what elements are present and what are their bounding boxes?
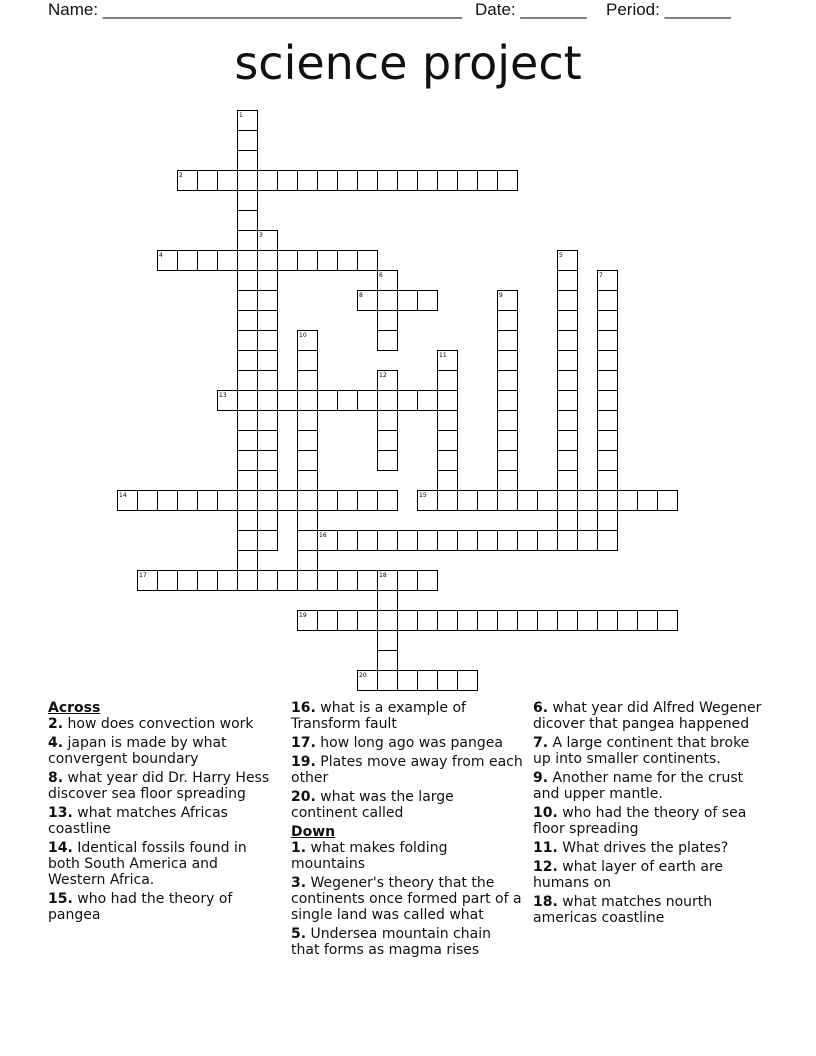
crossword-cell[interactable] xyxy=(578,531,598,551)
crossword-cell[interactable] xyxy=(538,531,558,551)
crossword-cell[interactable] xyxy=(358,531,378,551)
across-clue: 19. Plates move away from each other xyxy=(291,754,523,786)
crossword-cell[interactable] xyxy=(238,371,258,391)
clue-number: 1 xyxy=(239,112,243,119)
crossword-cell[interactable] xyxy=(518,611,538,631)
crossword-cell[interactable] xyxy=(458,171,478,191)
crossword-cell[interactable] xyxy=(238,331,258,351)
crossword-cell[interactable] xyxy=(558,291,578,311)
crossword-cell[interactable] xyxy=(238,511,258,531)
crossword-cell[interactable] xyxy=(298,431,318,451)
crossword-cell[interactable] xyxy=(298,571,318,591)
crossword-cell[interactable] xyxy=(158,571,178,591)
crossword-cell[interactable] xyxy=(378,391,398,411)
crossword-cell[interactable] xyxy=(258,411,278,431)
crossword-cell[interactable] xyxy=(258,291,278,311)
crossword-cell[interactable] xyxy=(238,191,258,211)
crossword-cell[interactable] xyxy=(498,611,518,631)
crossword-cell[interactable] xyxy=(298,551,318,571)
crossword-cell[interactable] xyxy=(598,431,618,451)
down-clue: 7. A large continent that broke up into smaller continents. xyxy=(533,735,750,767)
crossword-cell[interactable] xyxy=(478,611,498,631)
crossword-cell[interactable] xyxy=(138,491,158,511)
crossword-cell[interactable] xyxy=(458,671,478,691)
across-clue: 2. how does convection work xyxy=(48,716,254,732)
crossword-cell[interactable] xyxy=(298,371,318,391)
crossword-cell[interactable] xyxy=(438,671,458,691)
crossword-cell[interactable] xyxy=(398,571,418,591)
crossword-cell[interactable] xyxy=(238,431,258,451)
crossword-cell[interactable] xyxy=(438,491,458,511)
crossword-cell[interactable] xyxy=(478,491,498,511)
crossword-cell[interactable] xyxy=(398,171,418,191)
crossword-cell[interactable] xyxy=(378,651,398,671)
across-clue: 8. what year did Dr. Harry Hess discover sea floor spreading xyxy=(48,770,270,802)
crossword-cell[interactable] xyxy=(558,471,578,491)
crossword-cell[interactable] xyxy=(558,311,578,331)
crossword-cell[interactable] xyxy=(238,211,258,231)
crossword-cell[interactable] xyxy=(198,251,218,271)
crossword-cell[interactable] xyxy=(378,311,398,331)
crossword-cell[interactable] xyxy=(338,491,358,511)
crossword-cell[interactable] xyxy=(258,471,278,491)
crossword-cell[interactable] xyxy=(418,571,438,591)
crossword-cell[interactable] xyxy=(318,251,338,271)
crossword-cell[interactable] xyxy=(498,531,518,551)
clues-column-2 xyxy=(291,700,523,961)
date-field[interactable]: Date: _______ xyxy=(475,0,587,19)
crossword-cell[interactable] xyxy=(558,351,578,371)
crossword-cell[interactable] xyxy=(238,451,258,471)
crossword-cell[interactable] xyxy=(418,531,438,551)
crossword-cell[interactable] xyxy=(238,231,258,251)
crossword-cell[interactable] xyxy=(378,491,398,511)
crossword-cell[interactable] xyxy=(558,271,578,291)
crossword-cell[interactable] xyxy=(538,611,558,631)
crossword-cell[interactable] xyxy=(498,471,518,491)
crossword-cell[interactable] xyxy=(238,471,258,491)
crossword-cell[interactable] xyxy=(658,491,678,511)
crossword-cell[interactable] xyxy=(238,391,258,411)
crossword-cell[interactable] xyxy=(158,491,178,511)
down-heading: Down xyxy=(291,824,336,840)
crossword-cell[interactable] xyxy=(358,491,378,511)
period-field[interactable]: Period: _______ xyxy=(606,0,731,19)
crossword-cell[interactable] xyxy=(358,611,378,631)
crossword-cell[interactable] xyxy=(238,491,258,511)
crossword-cell[interactable] xyxy=(358,571,378,591)
crossword-cell[interactable] xyxy=(438,171,458,191)
crossword-cell[interactable] xyxy=(298,391,318,411)
crossword-cell[interactable] xyxy=(298,451,318,471)
crossword-cell[interactable] xyxy=(238,531,258,551)
across-heading: Across xyxy=(48,700,101,716)
clue-number: 16 xyxy=(319,532,327,539)
clue-number: 20 xyxy=(359,672,367,679)
across-clue: 4. japan is made by what convergent boundary xyxy=(48,735,227,767)
crossword-cell[interactable] xyxy=(458,531,478,551)
crossword-cell[interactable] xyxy=(378,291,398,311)
clue-number: 3 xyxy=(259,232,263,239)
crossword-cell[interactable] xyxy=(558,491,578,511)
crossword-cell[interactable] xyxy=(418,671,438,691)
across-clue: 15. who had the theory of pangea xyxy=(48,891,233,923)
crossword-cell[interactable] xyxy=(218,491,238,511)
crossword-cell[interactable] xyxy=(298,471,318,491)
crossword-cell[interactable] xyxy=(558,331,578,351)
crossword-cell[interactable] xyxy=(298,351,318,371)
crossword-cell[interactable] xyxy=(338,531,358,551)
crossword-cell[interactable] xyxy=(278,491,298,511)
crossword-cell[interactable] xyxy=(598,471,618,491)
crossword-cell[interactable] xyxy=(618,491,638,511)
crossword-cell[interactable] xyxy=(598,531,618,551)
clue-number: 4 xyxy=(159,252,163,259)
crossword-cell[interactable] xyxy=(258,491,278,511)
crossword-cell[interactable] xyxy=(318,491,338,511)
down-clue: 12. what layer of earth are humans on xyxy=(533,859,724,891)
crossword-cell[interactable] xyxy=(258,171,278,191)
crossword-cell[interactable] xyxy=(538,491,558,511)
clue-number: 6 xyxy=(379,272,383,279)
crossword-cell[interactable] xyxy=(398,531,418,551)
crossword-cell[interactable] xyxy=(518,491,538,511)
clue-number: 12 xyxy=(379,372,387,379)
crossword-cell[interactable] xyxy=(298,531,318,551)
clues-column-3 xyxy=(533,700,765,929)
crossword-cell[interactable] xyxy=(258,311,278,331)
crossword-cell[interactable] xyxy=(438,451,458,471)
crossword-cell[interactable] xyxy=(618,611,638,631)
down-clue: 3. Wegener's theory that the continents once formed part of a single land was called what xyxy=(291,875,522,923)
down-clue: 9. Another name for the crust and upper mantle. xyxy=(533,770,744,802)
crossword-cell[interactable] xyxy=(258,511,278,531)
crossword-cell[interactable] xyxy=(418,391,438,411)
crossword-cell[interactable] xyxy=(438,391,458,411)
crossword-cell[interactable] xyxy=(258,431,278,451)
crossword-cell[interactable] xyxy=(558,431,578,451)
crossword-cell[interactable] xyxy=(258,371,278,391)
crossword-cell[interactable] xyxy=(198,491,218,511)
down-clue: 1. what makes folding mountains xyxy=(291,840,448,872)
clue-number: 11 xyxy=(439,352,447,359)
crossword-cell[interactable] xyxy=(598,411,618,431)
crossword-cell[interactable] xyxy=(378,671,398,691)
clue-number: 15 xyxy=(419,492,427,499)
crossword-cell[interactable] xyxy=(238,271,258,291)
crossword-cell[interactable] xyxy=(198,571,218,591)
crossword-cell[interactable] xyxy=(358,171,378,191)
crossword-cell[interactable] xyxy=(298,491,318,511)
clues-column-1 xyxy=(48,700,270,926)
crossword-cell[interactable] xyxy=(638,491,658,511)
crossword-cell[interactable] xyxy=(258,571,278,591)
crossword-cell[interactable] xyxy=(558,391,578,411)
across-clue: 17. how long ago was pangea xyxy=(291,735,503,751)
crossword-cell[interactable] xyxy=(498,311,518,331)
crossword-cell[interactable] xyxy=(498,451,518,471)
down-clue: 5. Undersea mountain chain that forms as magma rises xyxy=(291,926,491,958)
crossword-cell[interactable] xyxy=(338,571,358,591)
crossword-cell[interactable] xyxy=(378,431,398,451)
crossword-cell[interactable] xyxy=(638,611,658,631)
crossword-cell[interactable] xyxy=(258,271,278,291)
across-clue: 13. what matches Africas coastline xyxy=(48,805,228,837)
name-field[interactable]: Name: ______________________________________ xyxy=(48,0,463,19)
crossword-cell[interactable] xyxy=(398,291,418,311)
crossword-cell[interactable] xyxy=(598,611,618,631)
crossword-cell[interactable] xyxy=(518,531,538,551)
crossword-cell[interactable] xyxy=(258,331,278,351)
crossword-cell[interactable] xyxy=(378,171,398,191)
crossword-cell[interactable] xyxy=(358,391,378,411)
crossword-cell[interactable] xyxy=(378,531,398,551)
crossword-cell[interactable] xyxy=(238,171,258,191)
crossword-cell[interactable] xyxy=(318,611,338,631)
crossword-cell[interactable] xyxy=(438,611,458,631)
crossword-cell[interactable] xyxy=(238,291,258,311)
crossword-cell[interactable] xyxy=(378,611,398,631)
crossword-cell[interactable] xyxy=(238,151,258,171)
crossword-cell[interactable] xyxy=(498,171,518,191)
crossword-cell[interactable] xyxy=(378,411,398,431)
down-clue: 11. What drives the plates? xyxy=(533,840,729,856)
clue-number: 14 xyxy=(119,492,127,499)
down-clue: 18. what matches nourth americas coastline xyxy=(533,894,713,926)
crossword-cell[interactable] xyxy=(298,251,318,271)
across-clue: 20. what was the large continent called xyxy=(291,789,454,821)
crossword-cell[interactable] xyxy=(558,611,578,631)
crossword-cell[interactable] xyxy=(598,491,618,511)
crossword-cell[interactable] xyxy=(418,291,438,311)
crossword-cell[interactable] xyxy=(198,171,218,191)
crossword-cell[interactable] xyxy=(438,431,458,451)
crossword-cell[interactable] xyxy=(398,671,418,691)
crossword-cell[interactable] xyxy=(278,571,298,591)
crossword-cell[interactable] xyxy=(298,511,318,531)
crossword-cell[interactable] xyxy=(478,171,498,191)
crossword-cell[interactable] xyxy=(438,471,458,491)
crossword-cell[interactable] xyxy=(178,571,198,591)
crossword-cell[interactable] xyxy=(458,611,478,631)
crossword-cell[interactable] xyxy=(498,411,518,431)
crossword-cell[interactable] xyxy=(258,351,278,371)
crossword-cell[interactable] xyxy=(238,571,258,591)
crossword-cell[interactable] xyxy=(238,551,258,571)
crossword-cell[interactable] xyxy=(658,611,678,631)
crossword-cell[interactable] xyxy=(378,451,398,471)
down-clue: 6. what year did Alfred Wegener dicover that pangea happened xyxy=(533,700,762,732)
crossword-cell[interactable] xyxy=(338,391,358,411)
crossword-cell[interactable] xyxy=(438,371,458,391)
crossword-cell[interactable] xyxy=(298,411,318,431)
crossword-cell[interactable] xyxy=(598,331,618,351)
crossword-cell[interactable] xyxy=(278,251,298,271)
crossword-cell[interactable] xyxy=(258,391,278,411)
crossword-cell[interactable] xyxy=(578,491,598,511)
crossword-cell[interactable] xyxy=(338,171,358,191)
crossword-cell[interactable] xyxy=(258,251,278,271)
clue-number: 5 xyxy=(559,252,563,259)
crossword-cell[interactable] xyxy=(398,391,418,411)
crossword-cell[interactable] xyxy=(298,171,318,191)
crossword-cell[interactable] xyxy=(438,411,458,431)
crossword-cell[interactable] xyxy=(238,411,258,431)
crossword-cell[interactable] xyxy=(498,371,518,391)
crossword-cell[interactable] xyxy=(598,511,618,531)
crossword-cell[interactable] xyxy=(598,391,618,411)
crossword-cell[interactable] xyxy=(258,451,278,471)
crossword-cell[interactable] xyxy=(358,251,378,271)
crossword-cell[interactable] xyxy=(318,171,338,191)
clue-number: 19 xyxy=(299,612,307,619)
crossword-cell[interactable] xyxy=(238,351,258,371)
crossword-cell[interactable] xyxy=(498,391,518,411)
clue-number: 8 xyxy=(359,292,363,299)
crossword-cell[interactable] xyxy=(438,531,458,551)
crossword-cell[interactable] xyxy=(318,391,338,411)
crossword-cell[interactable] xyxy=(278,171,298,191)
down-clue: 10. who had the theory of sea floor spreading xyxy=(533,805,747,837)
crossword-cell[interactable] xyxy=(558,511,578,531)
crossword-cell[interactable] xyxy=(238,251,258,271)
crossword-cell[interactable] xyxy=(218,171,238,191)
crossword-cell[interactable] xyxy=(178,491,198,511)
crossword-cell[interactable] xyxy=(338,611,358,631)
clue-number: 10 xyxy=(299,332,307,339)
clue-number: 13 xyxy=(219,392,227,399)
clue-number: 9 xyxy=(499,292,503,299)
crossword-cell[interactable] xyxy=(558,411,578,431)
crossword-cell[interactable] xyxy=(478,531,498,551)
clue-number: 7 xyxy=(599,272,603,279)
crossword-cell[interactable] xyxy=(258,531,278,551)
crossword-cell[interactable] xyxy=(498,331,518,351)
crossword-cell[interactable] xyxy=(218,251,238,271)
crossword-cell[interactable] xyxy=(218,571,238,591)
crossword-cell[interactable] xyxy=(598,451,618,471)
crossword-cell[interactable] xyxy=(398,611,418,631)
across-clue: 14. Identical fossils found in both South America and Western Africa. xyxy=(48,840,247,888)
across-clue: 16. what is a example of Transform fault xyxy=(291,700,466,732)
crossword-cell[interactable] xyxy=(238,131,258,151)
crossword-cell[interactable] xyxy=(338,251,358,271)
crossword-cell[interactable] xyxy=(378,591,398,611)
page-title: science project xyxy=(234,36,582,90)
crossword-cell[interactable] xyxy=(498,351,518,371)
crossword-cell[interactable] xyxy=(278,391,298,411)
crossword-cell[interactable] xyxy=(558,531,578,551)
crossword-cell[interactable] xyxy=(378,331,398,351)
crossword-cell[interactable] xyxy=(178,251,198,271)
crossword-cell[interactable] xyxy=(378,631,398,651)
crossword-cell[interactable] xyxy=(498,491,518,511)
crossword-cell[interactable] xyxy=(238,311,258,331)
crossword-cell[interactable] xyxy=(558,371,578,391)
crossword-cell[interactable] xyxy=(318,571,338,591)
crossword-cell[interactable] xyxy=(598,291,618,311)
crossword-cell[interactable] xyxy=(598,311,618,331)
crossword-cell[interactable] xyxy=(418,611,438,631)
clue-number: 18 xyxy=(379,572,387,579)
clue-number: 2 xyxy=(179,172,183,179)
crossword-cell[interactable] xyxy=(498,431,518,451)
clue-number: 17 xyxy=(139,572,147,579)
crossword-cell[interactable] xyxy=(598,371,618,391)
crossword-cell[interactable] xyxy=(418,171,438,191)
crossword-cell[interactable] xyxy=(558,451,578,471)
crossword-cell[interactable] xyxy=(458,491,478,511)
crossword-cell[interactable] xyxy=(598,351,618,371)
crossword-cell[interactable] xyxy=(578,611,598,631)
